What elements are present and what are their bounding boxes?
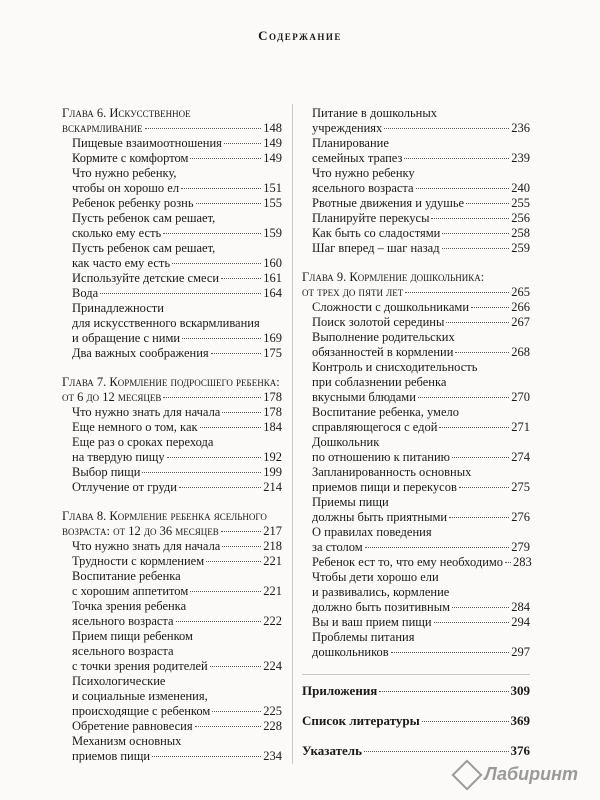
page-number: 217: [263, 524, 282, 538]
toc-entry: [72, 674, 282, 704]
toc-entry: [312, 136, 530, 166]
entry-row: [72, 405, 282, 420]
entry-text-line: Воспитание ребенка: [72, 569, 181, 583]
entry-row: [72, 554, 282, 569]
entry-title: ясельного возраста: [72, 614, 174, 628]
page-number: 224: [263, 659, 282, 673]
entry-row: [312, 196, 530, 211]
toc-chapter: [62, 106, 282, 136]
entry-title: Обретение равновесия: [72, 719, 193, 733]
dot-leader: [211, 353, 262, 354]
watermark-logo: [456, 764, 578, 786]
entry-title: Трудности с кормлением: [72, 554, 205, 568]
entry-row: [312, 615, 530, 630]
page-number: 255: [511, 196, 530, 210]
toc-entry: [72, 136, 282, 151]
dot-leader: [442, 248, 510, 249]
entry-row: [312, 450, 530, 465]
entry-title: Как быть со сладостями: [312, 226, 441, 240]
page-number: 276: [511, 510, 530, 524]
toc-entry: [72, 465, 282, 480]
toc-entry: [312, 330, 530, 360]
entry-row: [312, 480, 530, 495]
entry-title: ясельного возраста: [312, 181, 414, 195]
entry-title: Кормите с комфортом: [72, 151, 189, 165]
entry-row: [72, 420, 282, 435]
entry-row: [312, 600, 530, 615]
entry-row: [312, 151, 530, 166]
toc-entry: [72, 569, 282, 599]
entry-row: [72, 539, 282, 554]
entry-title: семейных трапез: [312, 151, 403, 165]
entry-title: учреждениях: [312, 121, 383, 135]
toc-entry: [312, 226, 530, 241]
entry-title: Вода: [72, 286, 99, 300]
entry-title: с хорошим аппетитом: [72, 584, 189, 598]
entry-row: [72, 749, 282, 764]
entry-row: [72, 704, 282, 719]
entry-row: [72, 256, 282, 271]
entry-row: [62, 390, 282, 405]
entry-row: [312, 121, 530, 136]
entry-title: возраста: от 12 до 36 месяцев: [62, 524, 219, 538]
dot-leader: [176, 621, 262, 622]
page-number: 240: [511, 181, 530, 195]
toc-entry: [72, 301, 282, 346]
toc-entry: [72, 539, 282, 554]
dot-leader: [222, 546, 261, 547]
entry-title: Сложности с дошкольниками: [312, 300, 470, 314]
entry-row: [312, 390, 530, 405]
toc-entry: [72, 554, 282, 569]
section-title: Указатель: [302, 743, 362, 758]
entry-row: [72, 465, 282, 480]
toc-entry: [312, 315, 530, 330]
page-number: 265: [511, 285, 530, 299]
entry-text-line: Что нужно ребенку: [312, 166, 415, 180]
entry-title: должно быть позитивным: [312, 600, 451, 614]
page-number: 159: [263, 226, 282, 240]
entry-title: Ребенок ребенку рознь: [72, 196, 194, 210]
entry-title: Отлучение от груди: [72, 480, 177, 494]
dot-leader: [452, 457, 509, 458]
entry-text-line: Глава 8. Кормление ребенка ясельного: [62, 509, 267, 523]
page-number: 148: [263, 121, 282, 135]
toc-entry: [72, 286, 282, 301]
section-title: Приложения: [302, 683, 378, 698]
entry-title: Что нужно знать для начала: [72, 539, 221, 553]
toc-entry: [72, 704, 282, 719]
entry-title: вкусными блюдами: [312, 390, 416, 404]
page-title: Содержание: [258, 28, 342, 43]
entry-row: [312, 510, 530, 525]
entry-title: сколько ему есть: [72, 226, 162, 240]
dot-leader: [172, 263, 261, 264]
dot-leader: [163, 397, 261, 398]
entry-title: за столом: [312, 540, 363, 554]
entry-row: [312, 555, 530, 570]
entry-title: приемов пищи и перекусов: [312, 480, 457, 494]
toc-entry: [312, 525, 530, 555]
entry-text-line: Что нужно ребенку,: [72, 166, 177, 180]
page-number: 270: [511, 390, 530, 404]
dot-leader: [446, 322, 509, 323]
entry-text-line: Дошкольник: [312, 435, 380, 449]
toc-entry: [72, 346, 282, 361]
dot-leader: [145, 128, 262, 129]
dot-leader: [142, 472, 261, 473]
entry-title: дошкольников: [312, 645, 389, 659]
toc-entry: [72, 734, 282, 764]
entry-title: должны быть приятными: [312, 510, 448, 524]
entry-row: [72, 331, 282, 346]
entry-text-line: Глава 7. Кормление подросшего ребенка:: [62, 375, 280, 389]
toc-entry: [312, 106, 530, 136]
page-number: 239: [511, 151, 530, 165]
toc-entry: [72, 211, 282, 241]
dot-leader: [379, 691, 508, 692]
toc-section: [302, 743, 530, 759]
entry-text-line: Принадлежности: [72, 301, 164, 315]
dot-leader: [405, 292, 509, 293]
page-number: 234: [263, 749, 282, 763]
page-number: 309: [510, 683, 530, 698]
entry-title: Планируйте перекусы: [312, 211, 430, 225]
entry-text-line: Чтобы дети хорошо ели: [312, 570, 439, 584]
page-number: 161: [263, 271, 282, 285]
toc-entry: [72, 241, 282, 271]
toc-entry: [312, 360, 530, 405]
dot-leader: [449, 517, 509, 518]
entry-text-line: Пусть ребенок сам решает,: [72, 241, 216, 255]
dot-leader: [466, 203, 509, 204]
entry-title: Поиск золотой середины: [312, 315, 445, 329]
entry-row: [72, 480, 282, 495]
page-number: 184: [263, 420, 282, 434]
dot-leader: [196, 203, 262, 204]
toc-entry: [312, 241, 530, 256]
entry-title: и обращение с ними: [72, 331, 181, 345]
entry-text-line: Питание в дошкольных: [312, 106, 437, 120]
labyrinth-logo-icon: [452, 759, 483, 790]
page-number: 175: [263, 346, 282, 360]
page-number: 218: [263, 539, 282, 553]
page-number: 149: [263, 136, 282, 150]
page-number: 164: [263, 286, 282, 300]
entry-row: [72, 286, 282, 301]
dot-leader: [200, 427, 262, 428]
entry-title: по отношению к питанию: [312, 450, 451, 464]
entry-row: [312, 540, 530, 555]
entry-row: [72, 151, 282, 166]
entry-text-line: при соблазнении ребенка: [312, 375, 447, 389]
page-number: 284: [511, 600, 530, 614]
toc-entry: [72, 435, 282, 465]
dot-leader: [179, 487, 261, 488]
dot-leader: [422, 721, 509, 722]
page-number: 236: [511, 121, 530, 135]
dot-leader: [224, 143, 261, 144]
toc-entry: [312, 465, 530, 495]
entry-text-line: Запланированность основных: [312, 465, 472, 479]
entry-row: [302, 683, 530, 699]
entry-text-line: Механизм основных: [72, 734, 182, 748]
dot-leader: [364, 751, 509, 752]
entry-row: [72, 346, 282, 361]
toc-entry: [72, 151, 282, 166]
entry-row: [72, 450, 282, 465]
toc-entry: [72, 196, 282, 211]
entry-text-line: Глава 6. Искусственное: [62, 106, 191, 120]
page-number: 160: [263, 256, 282, 270]
entry-title: Используйте детские смеси: [72, 271, 220, 285]
dot-leader: [190, 158, 261, 159]
entry-text-line: Прием пищи ребенком: [72, 629, 193, 643]
entry-title: от трех до пяти лет: [302, 285, 404, 299]
dot-leader: [206, 561, 261, 562]
toc-chapter: [62, 509, 282, 539]
page-number: 279: [511, 540, 530, 554]
dot-leader: [471, 307, 509, 308]
dot-leader: [195, 726, 262, 727]
entry-text-line: Еще раз о сроках перехода: [72, 435, 214, 449]
entry-title: происходящие с ребенком: [72, 704, 211, 718]
toc-entry: [312, 495, 530, 525]
toc-entry: [312, 196, 530, 211]
entry-text-line: Психологические: [72, 674, 166, 688]
entry-row: [312, 226, 530, 241]
toc-entry: [72, 166, 282, 196]
dot-leader: [452, 607, 509, 608]
toc-entry: [312, 405, 530, 435]
entry-title: справляющегося с едой: [312, 420, 438, 434]
toc-entry: [72, 271, 282, 286]
entry-row: [72, 689, 282, 704]
dot-leader: [391, 652, 510, 653]
toc-entry: [72, 420, 282, 435]
page-number: 376: [510, 743, 530, 758]
toc-left-column: [62, 106, 282, 764]
dot-leader: [442, 233, 509, 234]
entry-row: [312, 181, 530, 196]
entry-title: Ребенок ест то, что ему необходимо: [312, 555, 504, 569]
dot-leader: [163, 233, 261, 234]
entry-text-line: Точка зрения ребенка: [72, 599, 187, 613]
page-number: 266: [511, 300, 530, 314]
page-number: 178: [263, 405, 282, 419]
page-number: 221: [263, 584, 282, 598]
entry-text-line: Пусть ребенок сам решает,: [72, 211, 216, 225]
entry-title: с точки зрения родителей: [72, 659, 208, 673]
entry-row: [62, 524, 282, 539]
dot-leader: [190, 591, 261, 592]
entry-text-line: Планирование: [312, 136, 389, 150]
entry-row: [62, 121, 282, 136]
dot-leader: [221, 531, 262, 532]
page-number: 225: [263, 704, 282, 718]
toc-entry: [312, 570, 530, 615]
toc-entry: [312, 555, 530, 570]
toc-chapter: [62, 375, 282, 405]
page-number: 294: [511, 615, 530, 629]
entry-row: [72, 136, 282, 151]
dot-leader: [365, 547, 510, 548]
entry-title: Рвотные движения и удушье: [312, 196, 465, 210]
entry-title: обязанностей в кормлении: [312, 345, 454, 359]
page-number: 149: [263, 151, 282, 165]
dot-leader: [210, 666, 262, 667]
entry-title: Еще немного о том, как: [72, 420, 198, 434]
page-number: 267: [511, 315, 530, 329]
page-number: 369: [510, 713, 530, 728]
dot-leader: [222, 412, 261, 413]
watermark-text: Лабиринт: [484, 763, 578, 784]
entry-row: [72, 584, 282, 599]
page-number: 228: [263, 719, 282, 733]
page-number: 151: [263, 181, 282, 195]
entry-title: и социальные изменения,: [72, 689, 208, 703]
page-number: 256: [511, 211, 530, 225]
section-title: Список литературы: [302, 713, 420, 728]
dot-leader: [455, 352, 509, 353]
page-number: 178: [263, 390, 282, 404]
entry-text-line: Воспитание ребенка, умело: [312, 405, 459, 419]
toc-section: [302, 674, 530, 699]
entry-row: [302, 285, 530, 300]
entry-row: [302, 713, 530, 729]
entry-row: [72, 719, 282, 734]
entry-row: [312, 345, 530, 360]
page-number: 192: [263, 450, 282, 464]
dot-leader: [416, 188, 510, 189]
entry-row: [72, 271, 282, 286]
entry-title: как часто ему есть: [72, 256, 171, 270]
page-number: 271: [511, 420, 530, 434]
entry-text-line: Приемы пищи: [312, 495, 389, 509]
entry-title: чтобы он хорошо ел: [72, 181, 180, 195]
dot-leader: [431, 218, 509, 219]
page-number: 258: [511, 226, 530, 240]
entry-row: [72, 196, 282, 211]
page-number: 283: [513, 555, 532, 569]
toc-entry: [72, 629, 282, 674]
toc-right-column: [302, 106, 530, 759]
page-number: 169: [263, 331, 282, 345]
entry-title: Два важных соображения: [72, 346, 209, 360]
entry-text-line: ясельного возраста: [72, 644, 174, 658]
entry-text-line: и развивались, кормление: [312, 585, 450, 599]
entry-row: [312, 211, 530, 226]
page-number: 275: [511, 480, 530, 494]
page-number: 297: [511, 645, 530, 659]
toc-section: [302, 713, 530, 729]
dot-leader: [221, 278, 261, 279]
dot-leader: [181, 188, 261, 189]
entry-title: Пищевые взаимоотношения: [72, 136, 222, 150]
toc-entry: [72, 719, 282, 734]
toc-entry: [312, 166, 530, 196]
entry-title: Вы и ваш прием пищи: [312, 615, 432, 629]
entry-text-line: О правилах поведения: [312, 525, 432, 539]
dot-leader: [418, 397, 509, 398]
toc-entry: [312, 300, 530, 315]
entry-text-line: Контроль и снисходительность: [312, 360, 478, 374]
dot-leader: [459, 487, 509, 488]
entry-text-line: Проблемы питания: [312, 630, 415, 644]
entry-text-line: для искусственного вскармливания: [72, 316, 260, 330]
toc-entry: [312, 630, 530, 660]
toc-entry: [312, 211, 530, 226]
entry-row: [312, 645, 530, 660]
page-number: 222: [263, 614, 282, 628]
entry-text-line: Выполнение родительских: [312, 330, 455, 344]
entry-title: вскармливание: [62, 121, 143, 135]
page-number: 155: [263, 196, 282, 210]
entry-row: [312, 315, 530, 330]
dot-leader: [182, 338, 261, 339]
entry-title: Что нужно знать для начала: [72, 405, 221, 419]
page-number: 274: [511, 450, 530, 464]
toc-entry: [72, 480, 282, 495]
entry-row: [72, 659, 282, 674]
toc-entry: [312, 615, 530, 630]
dot-leader: [212, 711, 261, 712]
page-number: 268: [511, 345, 530, 359]
dot-leader: [152, 756, 261, 757]
entry-row: [72, 614, 282, 629]
toc-entry: [72, 599, 282, 629]
entry-row: [302, 743, 530, 759]
entry-text-line: Глава 9. Кормление дошкольника:: [302, 270, 485, 284]
toc-chapter: [302, 270, 530, 300]
dot-leader: [100, 293, 261, 294]
page-number: 214: [263, 480, 282, 494]
entry-title: Шаг вперед – шаг назад: [312, 241, 440, 255]
entry-title: Выбор пищи: [72, 465, 141, 479]
page-number: 221: [263, 554, 282, 568]
dot-leader: [505, 562, 511, 563]
dot-leader: [167, 457, 262, 458]
dot-leader: [434, 622, 510, 623]
entry-row: [312, 241, 530, 256]
dot-leader: [404, 158, 509, 159]
dot-leader: [439, 427, 509, 428]
entry-row: [312, 420, 530, 435]
toc-entry: [72, 405, 282, 420]
column-divider: [292, 104, 293, 764]
entry-title: приемов пищи: [72, 749, 151, 763]
dot-leader: [384, 128, 509, 129]
entry-row: [312, 300, 530, 315]
page-number: 259: [511, 241, 530, 255]
toc-entry: [312, 435, 530, 465]
entry-title: от 6 до 12 месяцев: [62, 390, 162, 404]
entry-row: [72, 181, 282, 196]
entry-row: [72, 226, 282, 241]
page-number: 199: [263, 465, 282, 479]
entry-title: на твердую пищу: [72, 450, 165, 464]
